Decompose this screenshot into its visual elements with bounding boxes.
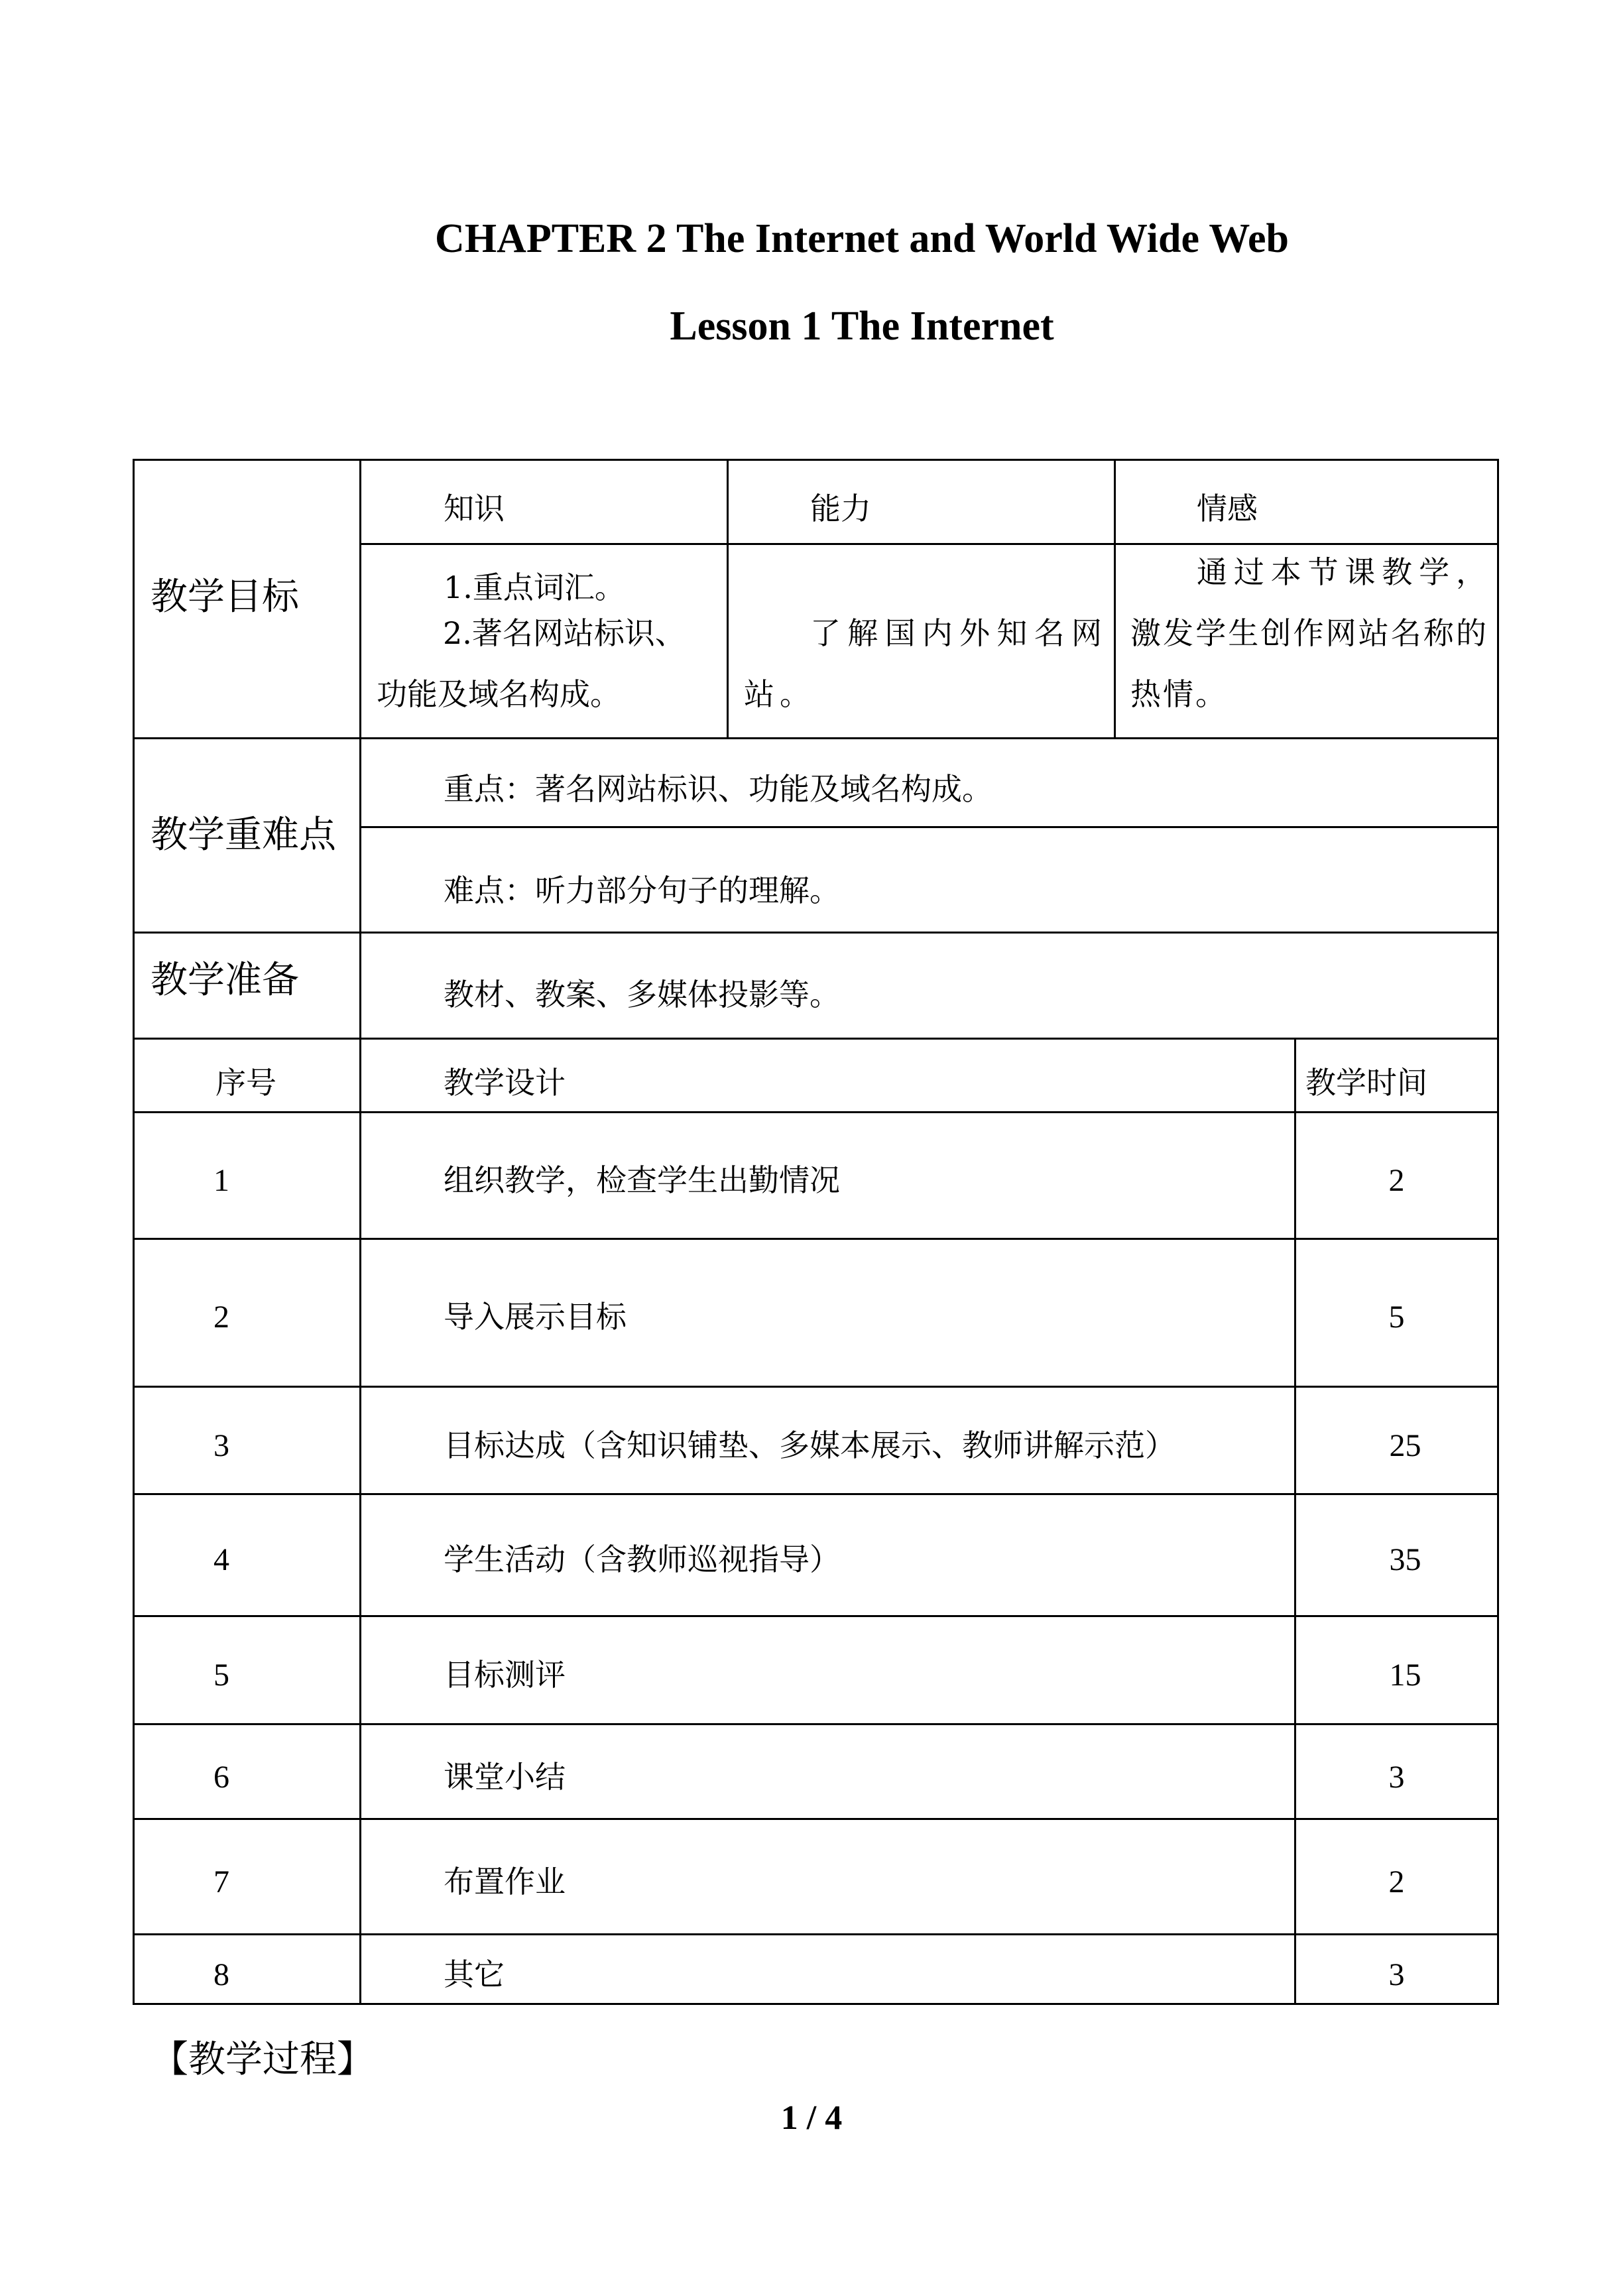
row-index: 5 <box>213 1658 229 1693</box>
emotion-header: 情感 <box>1197 491 1258 526</box>
ability-header: 能力 <box>810 491 871 526</box>
knowledge-point-2: 2.著名网站标识、功能及域名构成。 <box>377 615 686 712</box>
row-design: 布置作业 <box>444 1864 566 1900</box>
row-index: 3 <box>213 1428 229 1463</box>
row-index: 4 <box>213 1542 229 1577</box>
key-point: 重点：著名网站标识、功能及域名构成。 <box>444 771 992 807</box>
knowledge-point-1: 1.重点词汇。 <box>444 570 625 605</box>
preparation-label: 教学准备 <box>150 959 299 1002</box>
row-design: 目标测评 <box>444 1657 566 1693</box>
row-index: 1 <box>213 1163 229 1198</box>
row-time: 25 <box>1389 1428 1421 1463</box>
row-time: 3 <box>1388 1760 1405 1795</box>
preparation-content: 教材、教案、多媒体投影等。 <box>444 977 840 1012</box>
row-time: 2 <box>1388 1163 1405 1198</box>
row-index: 6 <box>213 1760 229 1795</box>
document-title: CHAPTER 2 The Internet and World Wide Web <box>435 216 1289 261</box>
design-header: 教学设计 <box>444 1065 566 1101</box>
row-design: 组织教学，检查学生出勤情况 <box>444 1162 840 1198</box>
index-header: 序号 <box>215 1065 276 1101</box>
row-design: 课堂小结 <box>444 1759 566 1795</box>
difficult-point: 难点：听力部分句子的理解。 <box>444 873 840 908</box>
time-header: 教学时间 <box>1305 1065 1427 1101</box>
row-design: 导入展示目标 <box>444 1299 627 1335</box>
row-time: 3 <box>1388 1957 1405 1992</box>
row-time: 15 <box>1389 1658 1421 1693</box>
ability-content: 了解国内外知名网站。 <box>744 615 1107 712</box>
row-time: 5 <box>1388 1299 1405 1335</box>
row-index: 2 <box>213 1299 229 1335</box>
row-design: 其它 <box>444 1957 505 1992</box>
knowledge-header: 知识 <box>444 491 505 526</box>
row-design: 目标达成（含知识铺垫、多媒本展示、教师讲解示范） <box>444 1427 1175 1463</box>
row-design: 学生活动（含教师巡视指导） <box>444 1541 840 1577</box>
row-index: 8 <box>213 1957 229 1992</box>
row-index: 7 <box>213 1864 229 1900</box>
page-number: 1 / 4 <box>780 2099 843 2137</box>
document-subtitle: Lesson 1 The Internet <box>670 304 1054 349</box>
objectives-label: 教学目标 <box>150 575 299 619</box>
row-time: 35 <box>1389 1542 1421 1577</box>
row-time: 2 <box>1388 1864 1405 1900</box>
teaching-process-heading: 【教学过程】 <box>151 2038 374 2081</box>
emotion-content: 通过本节课教学，激发学生创作网站名称的热情。 <box>1130 554 1488 712</box>
key-points-label: 教学重难点 <box>150 814 336 857</box>
lesson-plan-table <box>133 459 1499 2005</box>
